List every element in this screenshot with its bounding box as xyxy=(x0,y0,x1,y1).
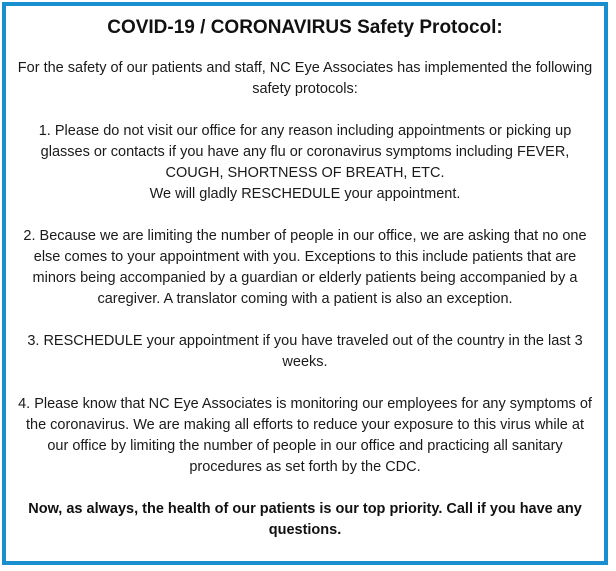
protocol-item-4: 4. Please know that NC Eye Associates is monitoring our employees for any symptoms of the coronavirus. We are making all efforts to reduce your exposure to this virus while at our office by limiting the number of people in our office and practicing all sanitary procedures as set forth by the CDC. xyxy=(18,396,592,475)
protocol-item-3: 3. RESCHEDULE your appointment if you have traveled out of the country in the last 3 weeks. xyxy=(27,333,583,370)
closing-statement: Now, as always, the health of our patients is our top priority. Call if you have any questions. xyxy=(28,501,582,538)
protocol-item-1-reschedule-note: We will gladly RESCHEDULE your appointment. xyxy=(149,186,461,202)
notice-intro: For the safety of our patients and staff, NC Eye Associates has implemented the following safety protocols: xyxy=(17,60,593,97)
notice-title: COVID-19 / CORONAVIRUS Safety Protocol: xyxy=(107,17,503,38)
protocol-item-1 xyxy=(16,121,594,205)
protocol-item-1-text: 1. Please do not visit our office for any reason including appointments or picking up glasses or contacts if you have any flu or coronavirus symptoms including FEVER, COUGH, SHORTNESS OF BREATH, ETC. xyxy=(38,123,572,181)
safety-protocol-notice xyxy=(2,2,608,565)
protocol-item-2: 2. Because we are limiting the number of people in our office, we are asking that no one else comes to your appointment with you. Exceptions to this include patients that are minors being accompanied by a guardian or elderly patients being accompanied by a caregiver. A translator coming with a patient is also an exception. xyxy=(23,228,587,307)
